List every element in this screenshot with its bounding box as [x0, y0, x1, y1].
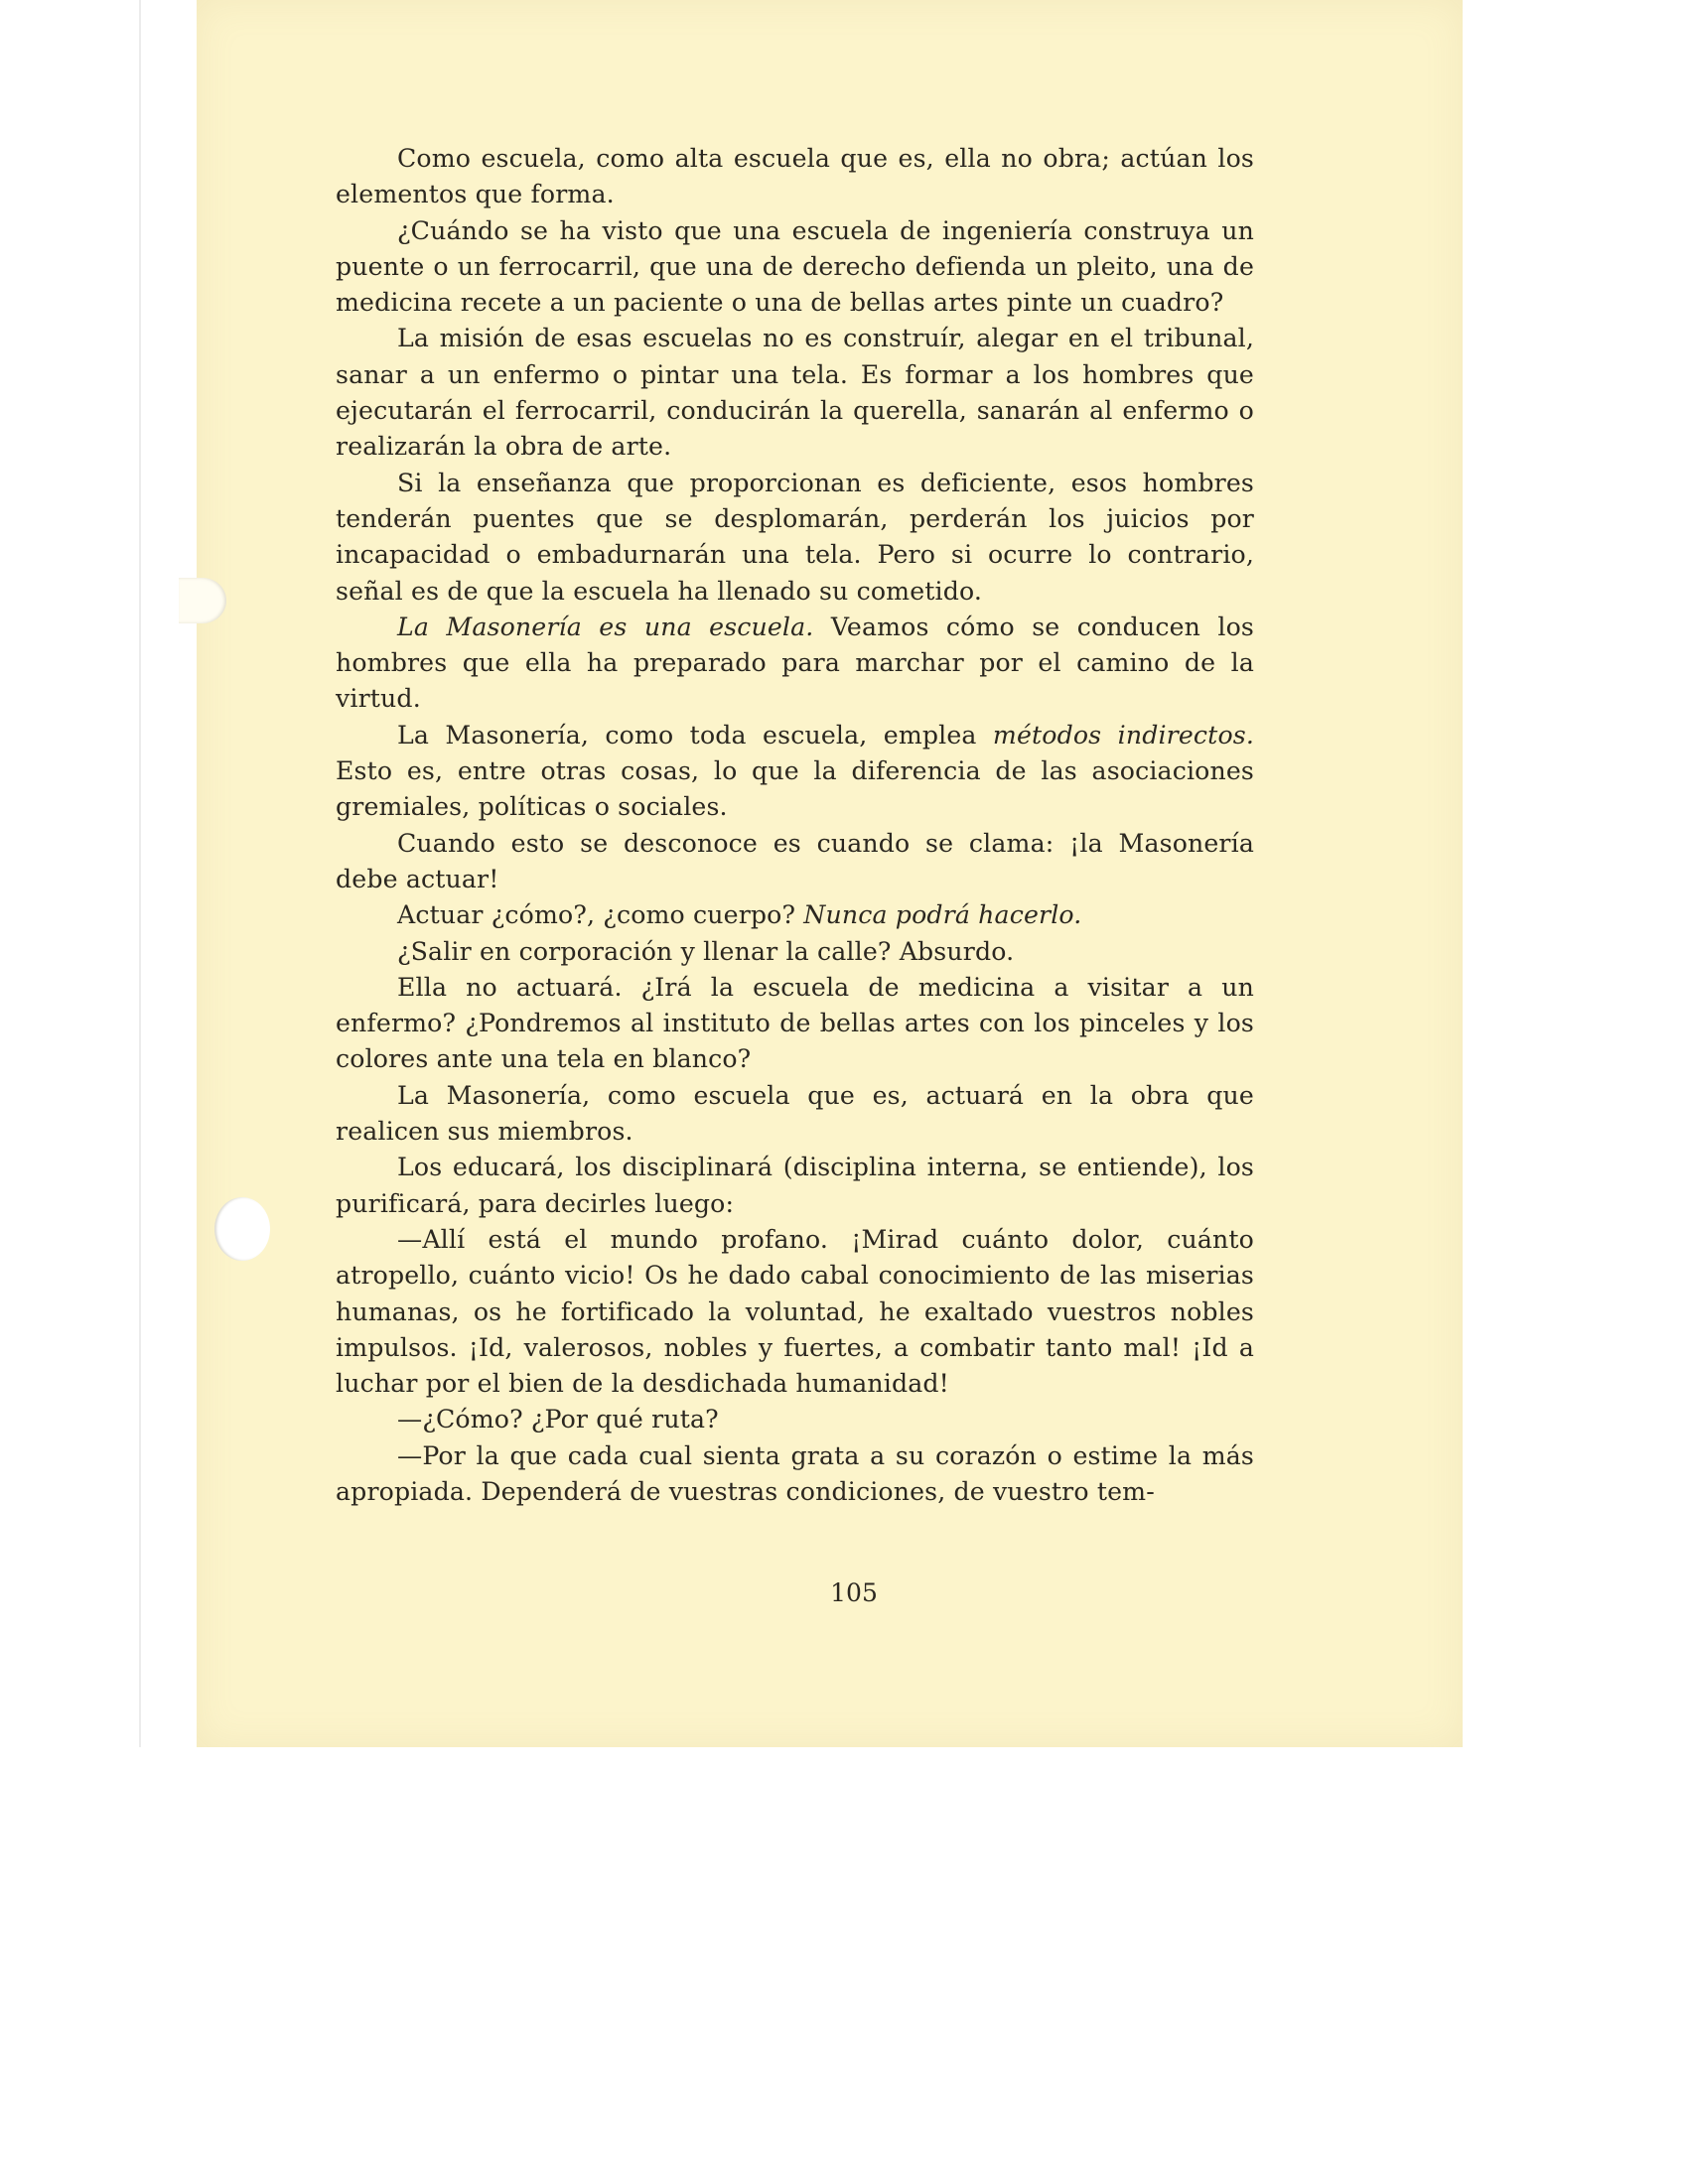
paragraph: Los educará, los disciplinará (disciplina interna, se entiende), los purificará, para decirles luego: — [336, 1153, 1254, 1218]
paragraph: Si la enseñanza que proporcionan es deficiente, esos hombres tenderán puentes que se desplomarán, perderán los juicios por incapacidad o embadurnarán una tela. Pero si ocurre lo contrario, señal es de que la escuela ha llenado su cometido. — [336, 468, 1254, 606]
paragraph: —Allí está el mundo profano. ¡Mirad cuánto dolor, cuánto atropello, cuánto vicio! Os he dado cabal conocimiento de las miserias humanas, os he fortificado la voluntad, he exaltado vuestros nobles impulsos. ¡Id, valerosos, nobles y fuertes, a combatir tanto mal! ¡Id a luchar por el bien de la desdichada humanidad! — [336, 1224, 1254, 1399]
body-text — [336, 141, 1254, 1510]
paragraph: ¿Salir en corporación y llenar la calle? Absurdo. — [397, 936, 1015, 966]
paragraph: —Por la que cada cual sienta grata a su corazón o estime la más apropiada. Dependerá de vuestras condiciones, de vuestro tem- — [336, 1440, 1254, 1506]
punch-hole-lower — [214, 1197, 270, 1261]
paragraph: La Masonería, como escuela que es, actuará en la obra que realicen sus miembros. — [336, 1080, 1254, 1147]
scan-edge-line — [139, 0, 141, 1747]
paragraph-text: Veamos cómo se conducen los hombres que ella ha preparado para marchar por el camino de la virtud. — [336, 612, 1254, 714]
paragraph: La misión de esas escuelas no es construír, alegar en el tribunal, sanar a un enfermo o pintar una tela. Es formar a los hombres que ejecutarán el ferrocarril, conducirán la querella, sanarán al enfermo o realizarán la obra de arte. — [336, 324, 1254, 462]
paragraph — [336, 897, 1254, 933]
paragraph — [336, 610, 1254, 718]
paragraph-text: Actuar ¿cómo?, ¿como cuerpo? — [397, 900, 804, 930]
punch-hole-upper — [179, 578, 226, 623]
page-number — [0, 1578, 1688, 1607]
italic-phrase: Nunca podrá hacerlo. — [803, 900, 1082, 930]
paragraph: Ella no actuará. ¿Irá la escuela de medicina a visitar a un enfermo? ¿Pondremos al instituto de bellas artes con los pinceles y los colores ante una tela en blanco? — [336, 972, 1254, 1074]
paragraph — [336, 718, 1254, 826]
italic-phrase: métodos indirectos. — [992, 720, 1254, 750]
paragraph-text: La Masonería, como toda escuela, emplea — [397, 720, 993, 750]
italic-phrase: La Masonería es una escuela. — [397, 612, 814, 641]
paragraph: Cuando esto se desconoce es cuando se clama: ¡la Masonería debe actuar! — [336, 828, 1254, 893]
paragraph: Como escuela, como alta escuela que es, ella no obra; actúan los elementos que forma. — [336, 144, 1254, 209]
paragraph: —¿Cómo? ¿Por qué ruta? — [397, 1405, 719, 1434]
paragraph: ¿Cuándo se ha visto que una escuela de ingeniería construya un puente o un ferrocarril, que una de derecho defienda un pleito, una de medicina recete a un paciente o una de bellas artes pinte un cuadro? — [336, 215, 1254, 318]
paragraph-text: Esto es, entre otras cosas, lo que la diferencia de las asociaciones gremiales, políticas o sociales. — [336, 756, 1254, 822]
page-number-text: 105 — [830, 1578, 878, 1607]
